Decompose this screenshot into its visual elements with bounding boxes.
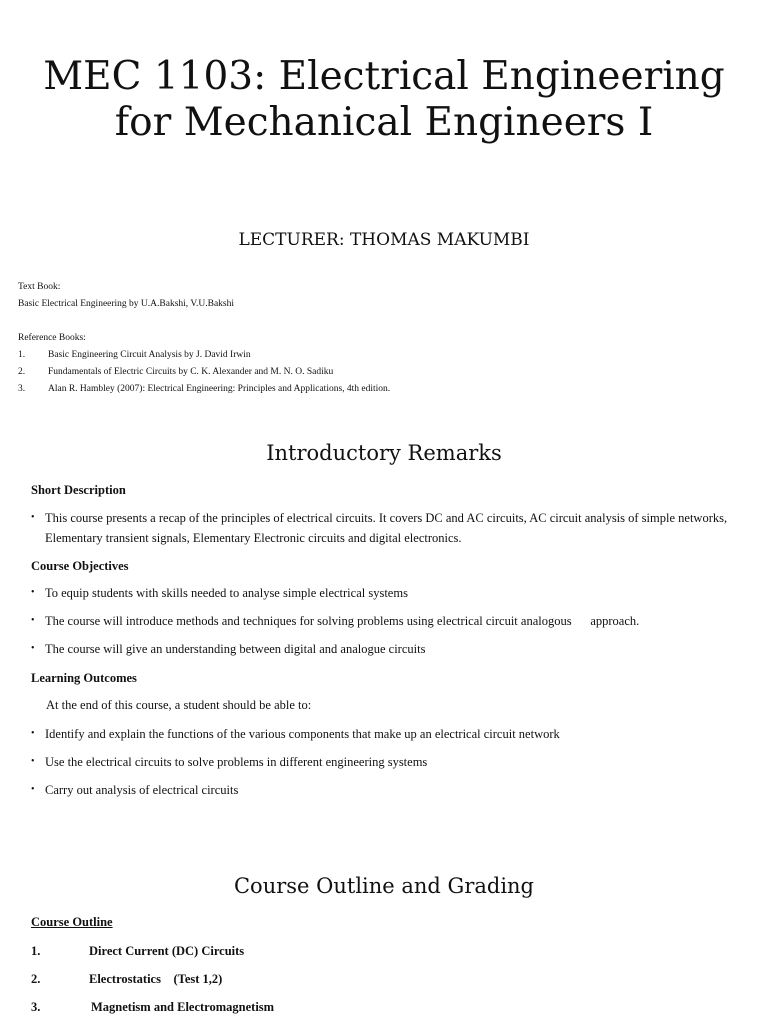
list-item <box>18 364 738 381</box>
bullet-text: To equip students with skills needed to analyse simple electrical systems <box>45 586 408 600</box>
bullet-text: Carry out analysis of electrical circuits <box>45 783 239 797</box>
list-item <box>18 381 738 398</box>
textbook-label: Text Book: <box>18 282 61 292</box>
intro-heading: Introductory Remarks <box>266 441 502 465</box>
outline-text: Electrostatics (Test 1,2) <box>89 972 223 986</box>
list-item <box>18 347 738 364</box>
bullet-icon: • <box>31 587 35 598</box>
lecturer-line: LECTURER: THOMAS MAKUMBI <box>238 230 530 250</box>
outline-text: Magnetism and Electromagnetism <box>91 1000 275 1014</box>
short-description-heading: Short Description <box>31 483 126 497</box>
list-number: 3. <box>18 384 26 394</box>
learning-outcomes-heading: Learning Outcomes <box>31 671 137 685</box>
bullet-icon: • <box>31 615 35 626</box>
course-objectives-heading: Course Objectives <box>31 559 129 573</box>
outline-item <box>31 970 731 988</box>
textbook-value: Basic Electrical Engineering by U.A.Bakshi, V.U.Bakshi <box>18 299 234 309</box>
outline-item <box>31 942 731 960</box>
outline-text: Direct Current (DC) Circuits <box>89 944 245 958</box>
bullet-text: The course will give an understanding between digital and analogue circuits <box>45 642 426 656</box>
list-number: 2. <box>18 367 26 377</box>
outcomes-lead: At the end of this course, a student should be able to: <box>46 698 312 712</box>
list-item <box>31 639 731 659</box>
bullet-icon: • <box>31 643 35 654</box>
list-item <box>31 752 731 772</box>
outline-number: 3. <box>31 1000 41 1014</box>
bullet-icon: • <box>31 756 35 767</box>
bullet-icon: • <box>31 784 35 795</box>
bullet-text: This course presents a recap of the principles of electrical circuits. It covers DC and AC circuits, AC circuit analysis of simple networks, Elementary transient signals, Elementary Electronic circuits and digital electronics. <box>45 511 728 545</box>
bullet-icon: • <box>31 728 35 739</box>
list-text: Fundamentals of Electric Circuits by C. K. Alexander and M. N. O. Sadiku <box>48 367 334 377</box>
outline-heading: Course Outline and Grading <box>233 874 535 898</box>
list-item <box>31 611 731 631</box>
page-title: MEC 1103: Electrical Engineering for Mechanical Engineers I <box>43 54 725 145</box>
list-item <box>31 508 731 550</box>
outline-number: 1. <box>31 944 41 958</box>
list-item <box>31 583 731 603</box>
bullet-text: Use the electrical circuits to solve problems in different engineering systems <box>45 755 428 769</box>
bullet-text: Identify and explain the functions of the various components that make up an electrical circuit network <box>45 727 560 741</box>
bullet-icon: • <box>31 512 35 523</box>
reference-books-list <box>18 347 738 398</box>
list-number: 1. <box>18 350 26 360</box>
list-item <box>31 780 731 800</box>
outline-number: 2. <box>31 972 41 986</box>
reference-books-label: Reference Books: <box>18 333 86 343</box>
course-outline-subheading: Course Outline <box>31 915 113 929</box>
list-text: Basic Engineering Circuit Analysis by J. David Irwin <box>48 350 251 360</box>
list-item <box>31 724 731 744</box>
outline-item <box>31 998 731 1016</box>
list-text: Alan R. Hambley (2007): Electrical Engineering: Principles and Applications, 4th edition. <box>48 384 391 394</box>
bullet-text: The course will introduce methods and techniques for solving problems using electrical circuit analogous approach. <box>45 614 640 628</box>
